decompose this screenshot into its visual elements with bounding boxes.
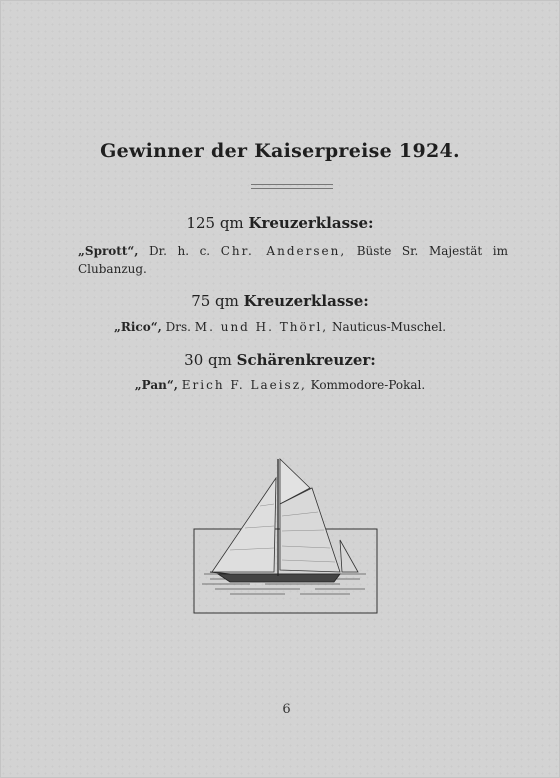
boat-name: „Sprott“,	[78, 244, 139, 258]
owner-name: Chr. Andersen,	[220, 244, 347, 258]
class-heading-30	[0, 351, 560, 369]
class-size: 30 qm	[184, 351, 232, 369]
sailboat-illustration	[190, 456, 380, 616]
owner-name: M. und H. Thörl,	[194, 320, 329, 334]
page-title: Gewinner der Kaiserpreise 1924.	[100, 140, 460, 162]
prize-name: Büste Sr. Majestät im Clubanzug.	[78, 244, 508, 276]
class-name: Kreuzerklasse:	[248, 214, 374, 232]
prize-name: Kommodore-Pokal.	[310, 378, 426, 392]
owner-prefix: Drs.	[165, 320, 191, 334]
owner-name: Erich F. Laeisz,	[181, 378, 307, 392]
winner-entry-125	[78, 242, 508, 278]
class-name: Schärenkreuzer:	[236, 351, 376, 369]
boat-name: „Pan“,	[134, 378, 178, 392]
boat-name: „Rico“,	[113, 320, 162, 334]
winner-entry-75	[0, 318, 560, 336]
owner-prefix: Dr. h. c.	[149, 244, 211, 258]
title-divider	[251, 184, 333, 189]
prize-name: Nauticus-Muschel.	[331, 320, 447, 334]
class-heading-125	[0, 214, 560, 232]
class-heading-75	[0, 292, 560, 310]
page-number: 6	[282, 702, 291, 717]
class-size: 75 qm	[191, 292, 239, 310]
winner-entry-30	[0, 376, 560, 394]
class-name: Kreuzerklasse:	[243, 292, 369, 310]
class-size: 125 qm	[186, 214, 244, 232]
